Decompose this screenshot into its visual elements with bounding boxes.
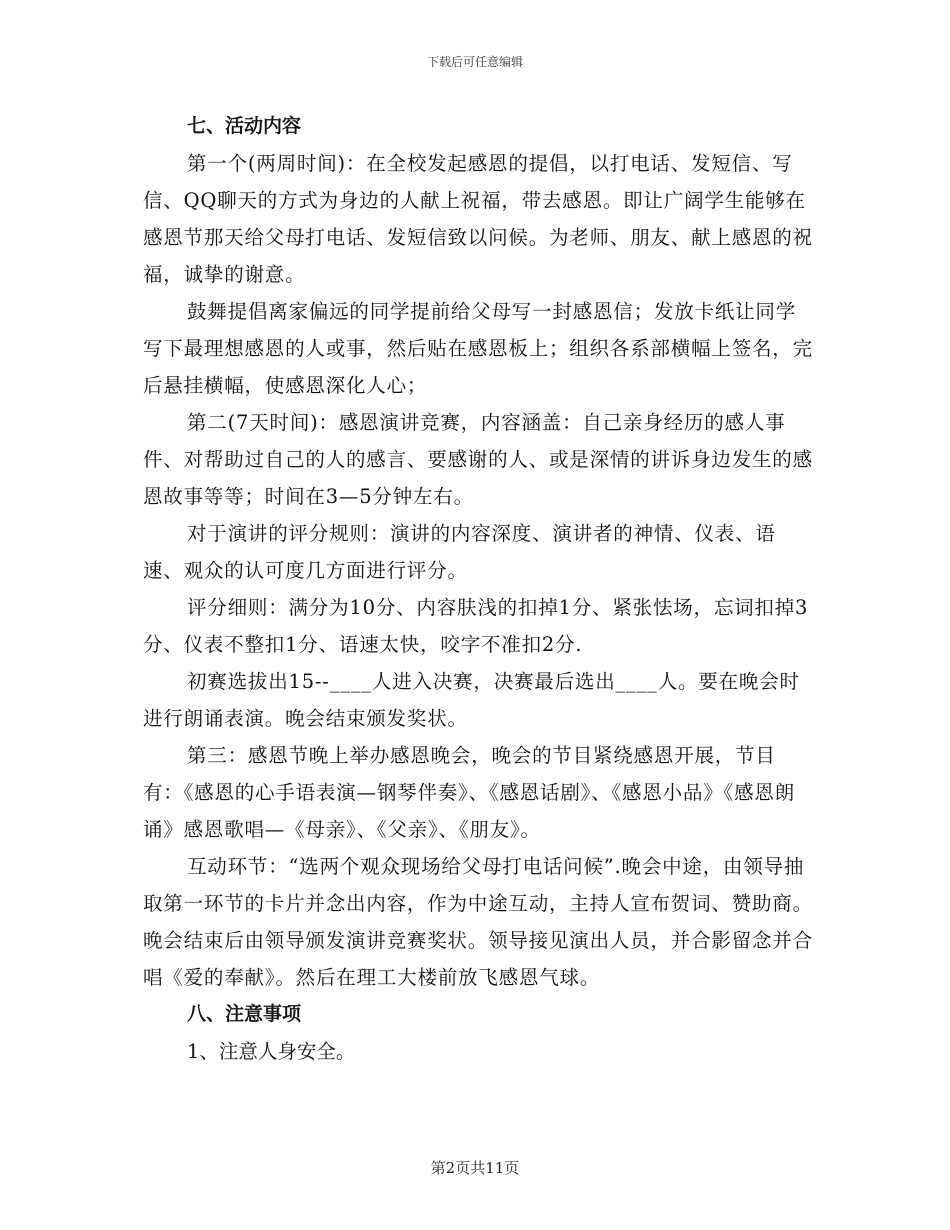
paragraph: 对于演讲的评分规则：演讲的内容深度、演讲者的神情、仪表、语速、观众的认可度几方面进行评分。 xyxy=(143,522,776,582)
section-heading-activity: 七、活动内容 xyxy=(187,115,302,137)
paragraph: 第三：感恩节晚上举办感恩晚会，晚会的节目紧绕感恩开展，节目有：《感恩的心手语表演—钢琴伴奏》、《感恩话剧》、《感恩小品》《感恩朗诵》感恩歌唱—《母亲》、《父亲》、《朋友》。 xyxy=(143,744,796,841)
paragraph: 初赛选拔出15--____人进入决赛，决赛最后选出____人。要在晚会时进行朗诵表演。晚会结束颁发奖状。 xyxy=(143,670,800,730)
section-heading-notes: 八、注意事项 xyxy=(187,1003,302,1025)
document-body xyxy=(143,108,813,1070)
paragraph: 第一个(两周时间)：在全校发起感恩的提倡，以打电话、发短信、写信、QQ聊天的方式为身边的人献上祝福，带去感恩。即让广阔学生能够在感恩节那天给父母打电话、发短信致以问候。为老师、朋友、献上感恩的祝福，诚挚的谢意。 xyxy=(143,152,813,286)
paragraph: 互动环节：“选两个观众现场给父母打电话问候”.晚会中途，由领导抽取第一环节的卡片并念出内容，作为中途互动，主持人宣布贺词、赞助商。晚会结束后由领导颁发演讲竞赛奖状。领导接见演出人员，并合影留念并合唱《爱的奉献》。然后在理工大楼前放飞感恩气球。 xyxy=(143,855,813,989)
list-item: 1、注意人身安全。 xyxy=(187,1040,356,1063)
page-header: 下载后可任意编辑 xyxy=(426,55,523,69)
page-footer: 第2页共11页 xyxy=(430,1159,520,1177)
paragraph: 评分细则：满分为10分、内容肤浅的扣掉1分、紧张怯场，忘词扣掉3分、仪表不整扣1分、语速太快，咬字不准扣2分. xyxy=(143,596,809,656)
paragraph: 第二(7天时间)：感恩演讲竞赛，内容涵盖：自己亲身经历的感人事件、对帮助过自己的人的感言、要感谢的人、或是深情的讲诉身边发生的感恩故事等等；时间在3—5分钟左右。 xyxy=(143,411,813,508)
paragraph: 鼓舞提倡离家偏远的同学提前给父母写一封感恩信；发放卡纸让同学写下最理想感恩的人或事，然后贴在感恩板上；组织各系部横幅上签名，完后悬挂横幅，使感恩深化人心； xyxy=(143,300,813,397)
